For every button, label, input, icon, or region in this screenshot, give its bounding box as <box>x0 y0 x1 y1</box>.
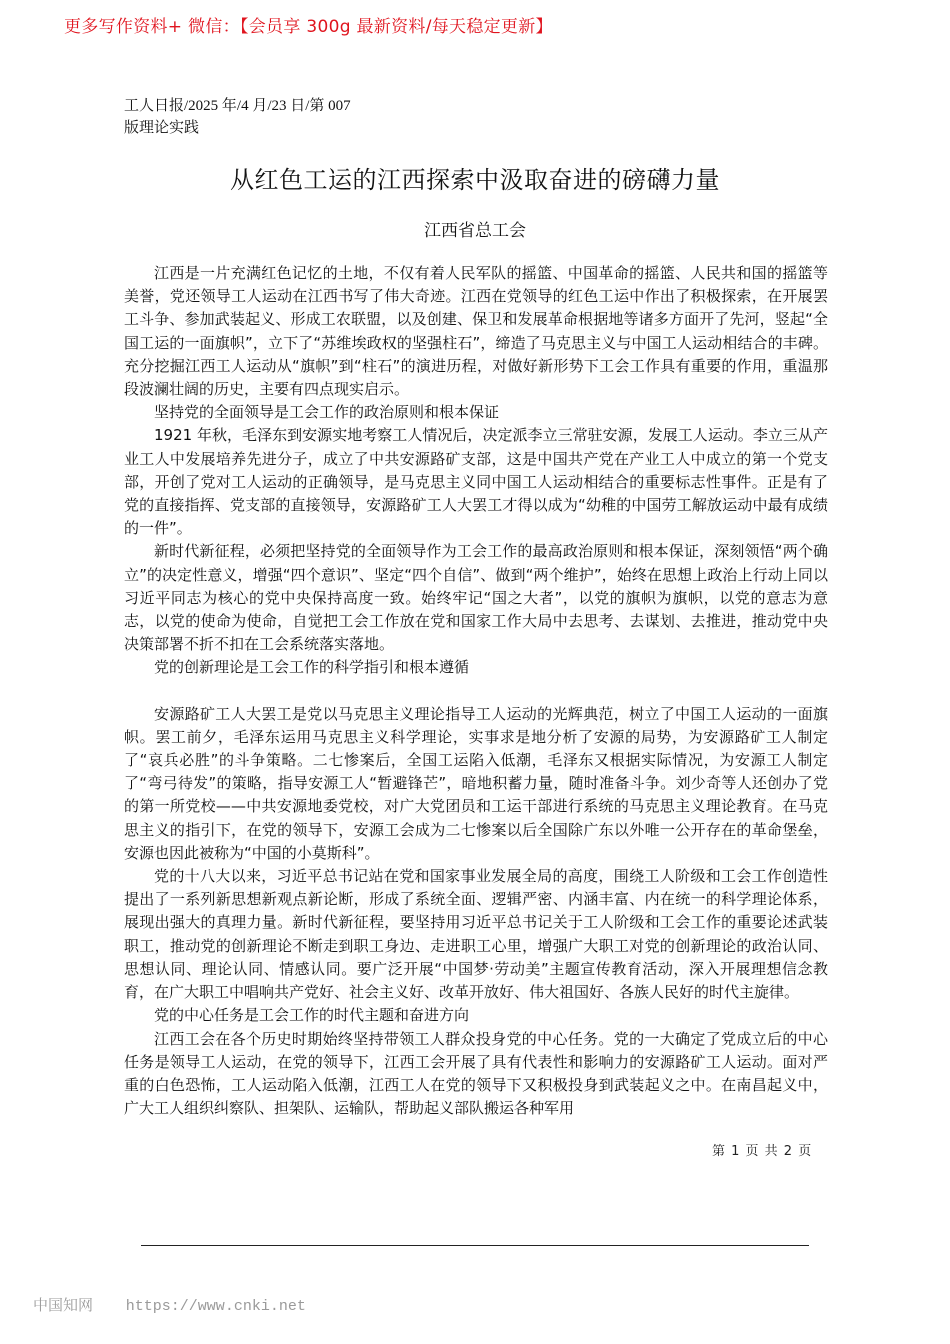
source-line-1: 工人日报/2025 年/4 月/23 日/第 007 <box>124 98 351 114</box>
paragraph: 新时代新征程，必须把坚持党的全面领导作为工会工作的最高政治原则和根本保证，深刻领悟“两个确立”的决定性意义，增强“四个意识”、坚定“四个自信”、做到“两个维护”，始终在思想上政治上行动上同以习近平同志为核心的党中央保持高度一致。始终牢记“国之大者”，以党的旗帜为旗帜，以党的意志为意志，以党的使命为使命，自觉把工会工作放在党和国家工作大局中去思考、去谋划、去推进，推动党中央决策部署不折不扣在工会系统落实落地。 <box>124 542 828 654</box>
section-heading: 坚持党的全面领导是工会工作的政治原则和根本保证 <box>154 403 500 422</box>
cnki-url-link[interactable]: https://www.cnki.net <box>125 1298 306 1315</box>
source-line-2: 版理论实践 <box>124 120 200 136</box>
cnki-site-name: 中国知网 <box>33 1296 94 1314</box>
footer-divider <box>141 1245 809 1246</box>
article-body <box>124 262 828 1120</box>
source-citation <box>124 95 424 139</box>
section-heading: 党的中心任务是工会工作的时代主题和奋进方向 <box>154 1006 470 1025</box>
paragraph: 江西工会在各个历史时期始终坚持带领工人群众投身党的中心任务。党的一大确定了党成立后的中心任务是领导工人运动，在党的领导下，江西工会开展了具有代表性和影响力的安源路矿工人运动。面对严重的白色恐怖，工人运动陷入低潮，江西工人在党的领导下又积极投身到武装起义之中。在南昌起义中，广大工人组织纠察队、担架队、运输队，帮助起义部队搬运各种军用 <box>124 1029 828 1118</box>
paragraph: 党的十八大以来，习近平总书记站在党和国家事业发展全局的高度，围绕工人阶级和工会工作创造性提出了一系列新思想新观点新论断，形成了系统全面、逻辑严密、内涵丰富、内在统一的科学理论体系，展现出强大的真理力量。新时代新征程，要坚持用习近平总书记关于工人阶级和工会工作的重要论述武装职工，推动党的创新理论不断走到职工身边、走进职工心里，增强广大职工对党的创新理论的政治认同、思想认同、理论认同、情感认同。要广泛开展“中国梦·劳动美”主题宣传教育活动，深入开展理想信念教育，在广大职工中唱响共产党好、社会主义好、改革开放好、伟大祖国好、各族人民好的时代主旋律。 <box>124 867 828 1002</box>
article-title: 从红色工运的江西探索中汲取奋进的磅礴力量 <box>230 166 720 194</box>
section-heading: 党的创新理论是工会工作的科学指引和根本遵循 <box>154 658 470 677</box>
paragraph: 1921 年秋，毛泽东到安源实地考察工人情况后，决定派李立三常驻安源，发展工人运动。李立三从产业工人中发展培养先进分子，成立了中共安源路矿支部，这是中国共产党在产业工人中成立的第一个党支部，开创了党对工人运动的正确领导，是马克思主义同中国工人运动相结合的重要标志性事件。正是有了党的直接指挥、党支部的直接领导，安源路矿工人大罢工才得以成为“幼稚的中国劳工解放运动中最有成绩的一件”。 <box>124 426 828 538</box>
article-author: 江西省总工会 <box>424 221 526 241</box>
cnki-footer <box>33 1294 306 1315</box>
paragraph: 江西是一片充满红色记忆的土地，不仅有着人民军队的摇篮、中国革命的摇篮、人民共和国的摇篮等美誉，党还领导工人运动在江西书写了伟大奇迹。江西在党领导的红色工运中作出了积极探索，在开展罢工斗争、参加武装起义、形成工农联盟，以及创建、保卫和发展革命根据地等诸多方面开了先河，竖起“全国工运的一面旗帜”，立下了“苏维埃政权的坚强柱石”，缔造了马克思主义与中国工人运动相结合的丰碑。充分挖掘江西工人运动从“旗帜”到“柱石”的演进历程，对做好新形势下工会工作具有重要的作用，重温那段波澜壮阔的历史，主要有四点现实启示。 <box>124 264 828 399</box>
paragraph: 安源路矿工人大罢工是党以马克思主义理论指导工人运动的光辉典范，树立了中国工人运动的一面旗帜。罢工前夕，毛泽东运用马克思主义科学理论，实事求是地分析了安源的局势，为安源路矿工人制定了“哀兵必胜”的斗争策略。二七惨案后，全国工运陷入低潮，毛泽东又根据实际情况，为安源工人制定了“弯弓待发”的策略，指导安源工人“暂避锋芒”，暗地积蓄力量，随时准备斗争。刘少奇等人还创办了党的第一所党校——中共安源地委党校，对广大党团员和工运干部进行系统的马克思主义理论教育。在马克思主义的指引下，在党的领导下，安源工会成为二七惨案以后全国除广东以外唯一公开存在的革命堡垒，安源也因此被称为“中国的小莫斯科”。 <box>124 704 828 862</box>
page-number: 第 1 页 共 2 页 <box>712 1144 813 1159</box>
promo-banner: 更多写作资料+ 微信：【会员享 300g 最新资料/每天稳定更新】 <box>64 17 553 37</box>
